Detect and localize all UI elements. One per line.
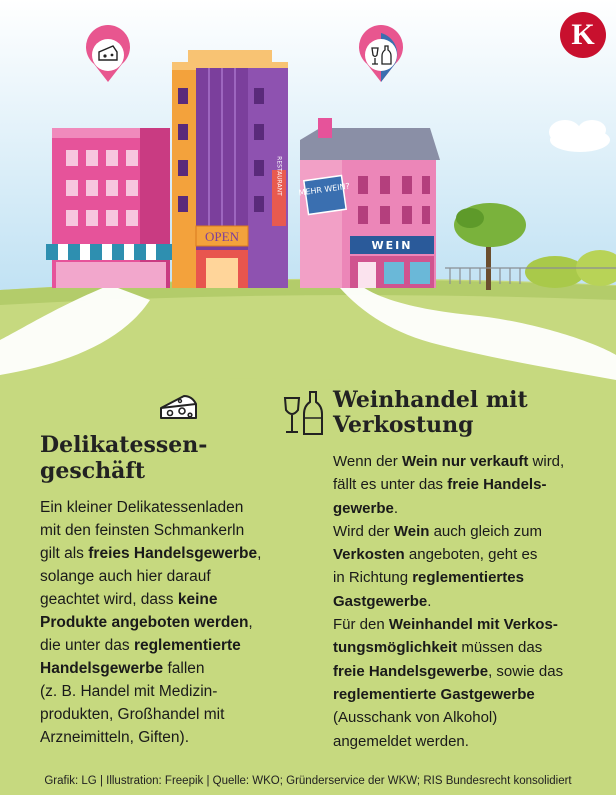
bold-text: Gastgewerbe — [333, 592, 428, 610]
text: fällt es unter das — [333, 476, 448, 494]
text: geachtet wird, dass — [40, 591, 178, 608]
bold-text: keine — [177, 591, 218, 608]
right-text-line — [333, 497, 603, 520]
text: mit den feinsten Schmankerln — [40, 522, 245, 539]
bold-text: gewerbe — [333, 499, 394, 517]
text: Wird der — [333, 522, 394, 540]
left-text-line — [40, 588, 290, 611]
text: die unter das — [40, 637, 134, 654]
left-text-line — [40, 634, 290, 657]
restaurant-sign: RESTAURANT — [275, 156, 283, 196]
bold-text: reglementierte — [133, 637, 241, 654]
text: auch gleich zum — [429, 522, 542, 540]
text: Wenn der — [333, 453, 402, 470]
left-text-line — [40, 519, 290, 542]
open-sign: OPEN — [205, 229, 239, 244]
text: (Ausschank von Alkohol) — [333, 709, 498, 727]
text: fallen — [163, 660, 205, 677]
bold-text: reglementiertes — [412, 569, 524, 587]
left-text-line — [40, 680, 290, 703]
right-text-line — [333, 543, 603, 566]
text: (z. B. Handel mit Medizin- — [40, 683, 218, 700]
left-text-line — [40, 703, 290, 726]
text: Ein kleiner Delikatessenladen — [40, 499, 244, 516]
text: . — [393, 499, 399, 517]
delicatessen-building — [46, 128, 172, 288]
text: , sowie das — [488, 662, 564, 680]
bold-text: Verkosten — [333, 546, 405, 564]
text: angemeldet werden. — [333, 732, 469, 750]
left-text-line — [40, 496, 290, 519]
delicatessen-text — [40, 496, 290, 749]
wine-building — [297, 118, 440, 288]
bold-text: freie Handels- — [447, 476, 547, 494]
text: in Richtung — [333, 569, 413, 587]
right-text-line — [333, 730, 603, 753]
bold-text: Handelsgewerbe — [40, 660, 164, 677]
text: . — [427, 592, 432, 610]
text: angeboten, geht es — [404, 546, 538, 564]
right-text-line — [333, 450, 603, 473]
bold-text: Weinhandel mit Verkos- — [388, 616, 558, 634]
text: , — [248, 614, 253, 631]
text: Arzneimitteln, Giften). — [40, 729, 190, 746]
wine-title: Weinhandel mit Verkostung — [333, 387, 528, 438]
left-text-line — [40, 726, 290, 749]
right-text-line — [333, 473, 603, 496]
right-text-line — [333, 706, 603, 729]
bold-text: freie Handelsgewerbe — [333, 662, 489, 680]
bold-text: reglementierte Gastgewerbe — [333, 685, 535, 703]
right-text-line — [333, 636, 603, 659]
bold-text: Wein — [393, 522, 430, 540]
left-text-line — [40, 611, 290, 634]
text: Für den — [333, 616, 389, 634]
text: produkten, Großhandel mit — [40, 706, 225, 723]
cheese-icon — [158, 390, 200, 428]
text: wird, — [528, 453, 565, 470]
left-text-line — [40, 657, 290, 680]
text: gilt als — [40, 545, 89, 562]
right-text-line — [333, 566, 603, 589]
right-text-line — [333, 590, 603, 613]
wine-column — [333, 388, 603, 753]
delicatessen-title: Delikatessen- geschäft — [40, 432, 208, 484]
bold-text: Wein nur verkauft — [401, 453, 529, 470]
credits: Grafik: LG | Illustration: Freepik | Quelle: WKO; Gründerservice der WKW; RIS Bundesrecht konsolidiert — [44, 775, 572, 787]
right-text-line — [333, 613, 603, 636]
left-text-line — [40, 565, 290, 588]
right-text-line — [333, 520, 603, 543]
delicatessen-column — [40, 432, 290, 749]
right-text-line — [333, 660, 603, 683]
wine-text — [333, 450, 603, 753]
restaurant-building — [172, 50, 288, 288]
text: solange auch hier darauf — [40, 568, 211, 585]
left-text-line — [40, 542, 290, 565]
right-text-line — [333, 683, 603, 706]
wein-sign: WEIN — [371, 239, 413, 252]
bold-text: Produkte angeboten werden — [40, 614, 249, 631]
bold-text: tungsmöglichkeit — [333, 639, 458, 657]
kleine-zeitung-logo: K — [560, 12, 606, 58]
text: , — [257, 545, 262, 562]
text: müssen das — [457, 639, 543, 657]
bold-text: freies Handelsgewerbe — [88, 545, 258, 562]
mehr-wein-sign: MEHR WEIN? — [298, 181, 351, 198]
